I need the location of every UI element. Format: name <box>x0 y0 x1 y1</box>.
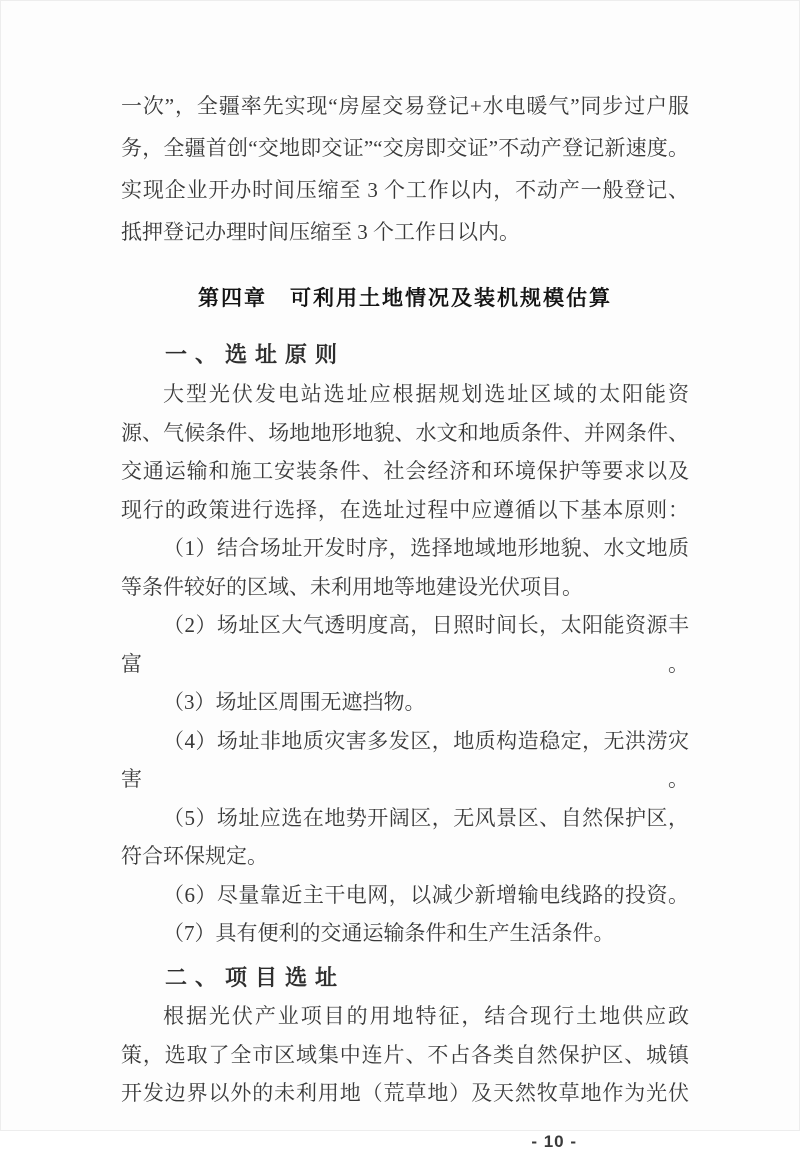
body-line: 根据光伏产业项目的用地特征，结合现行土地供应政 <box>163 1004 689 1028</box>
body-line: （5）场址应选在地势开阔区，无风景区、自然保护区， <box>163 805 689 830</box>
section2-body <box>121 997 689 1113</box>
body-line: （2）场址区大气透明度高，日照时间长，太阳能资源丰富。 <box>121 613 689 676</box>
chapter-heading: 第四章 可利用土地情况及装机规模估算 <box>198 287 612 310</box>
body-line: 实现企业开办时间压缩至 3 个工作以内，不动产一般登记、 <box>121 178 689 202</box>
body-line: 抵押登记办理时间压缩至 3 个工作日以内。 <box>121 220 520 244</box>
body-line: 现行的政策进行选择，在选址过程中应遵循以下基本原则： <box>121 497 689 522</box>
body-line: （6）尽量靠近主干电网，以减少新增输电线路的投资。 <box>163 882 689 907</box>
body-line: 等条件较好的区域、未利用地等地建设光伏项目。 <box>121 574 583 599</box>
page-content <box>1 1 799 1153</box>
body-line: 符合环保规定。 <box>121 844 268 868</box>
page-number: - 10 - <box>531 1131 577 1151</box>
body-line: （7）具有便利的交通运输条件和生产生活条件。 <box>163 921 615 945</box>
section-heading-site-selection-principles: 一、选址原则 <box>165 342 346 367</box>
body-line: （1）结合场址开发时序，选择地域地形地貌、水文地质 <box>163 536 689 560</box>
body-line: 大型光伏发电站选址应根据规划选址区域的太阳能资 <box>163 382 689 406</box>
body-line: 策，选取了全市区域集中连片、不占各类自然保护区、城镇 <box>121 1042 689 1067</box>
body-line: 一次”，全疆率先实现“房屋交易登记+水电暖气”同步过户服 <box>121 94 689 118</box>
body-line: 交通运输和施工安装条件、社会经济和环境保护等要求以及 <box>121 459 689 483</box>
section-heading-project-site-selection: 二、项目选址 <box>165 964 346 990</box>
body-line: 源、气候条件、场地地形地貌、水文和地质条件、并网条件、 <box>121 420 689 445</box>
body-line: 务，全疆首创“交地即交证”“交房即交证”不动产登记新速度。 <box>121 136 689 160</box>
body-line: （3）场址区周围无遮挡物。 <box>163 690 426 714</box>
section1-body <box>121 375 689 953</box>
intro-paragraph <box>121 85 689 253</box>
body-line: 开发边界以外的未利用地（荒草地）及天然牧草地作为光伏 <box>121 1081 689 1105</box>
body-line: （4）场址非地质灾害多发区，地质构造稳定，无洪涝灾害。 <box>121 728 689 791</box>
